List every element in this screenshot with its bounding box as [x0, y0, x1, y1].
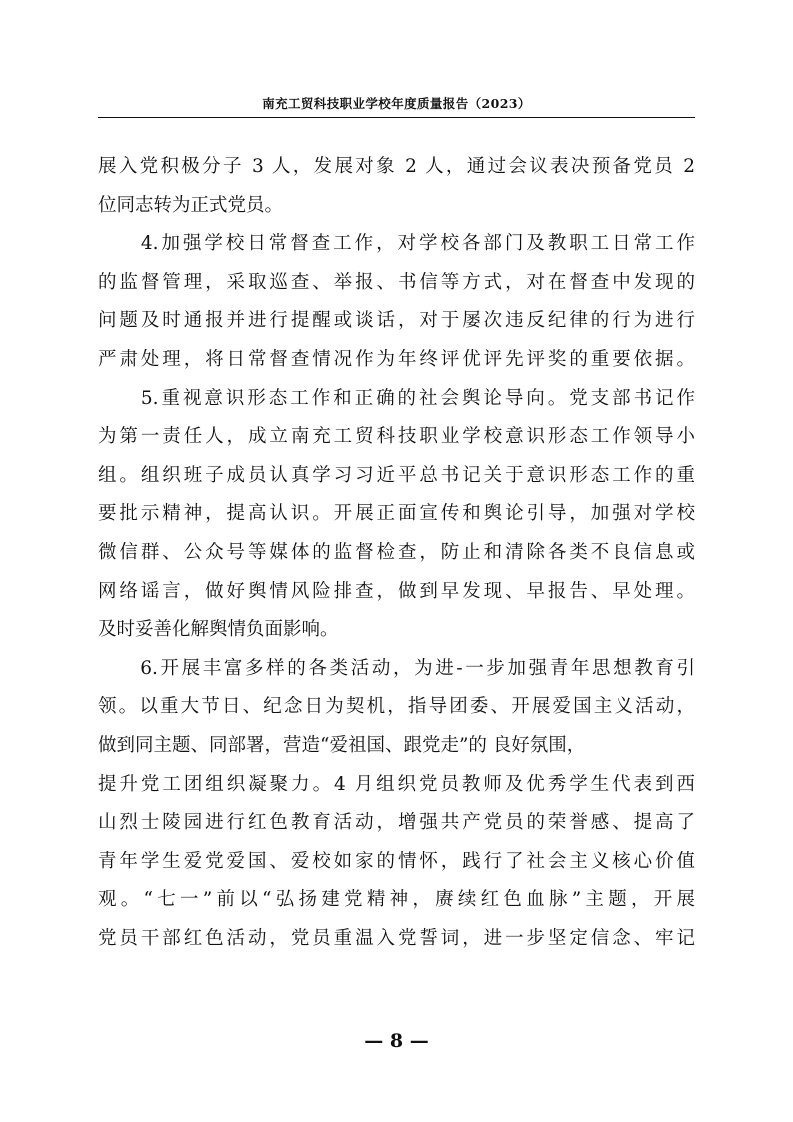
text-line: 展入党积极分子 3 人，发展对象 2 人，通过会议表决预备党员 2	[98, 156, 695, 177]
text-line: 做到同主题、同部署，营造“爱祖国、跟党走”的 良好氛围，	[98, 734, 586, 756]
text-line: 严肃处理，将日常督查情况作为年终评优评先评奖的重要依据。	[98, 348, 695, 370]
text-line: 问题及时通报并进行提醒或谈话，对于屡次违反纪律的行为进行	[98, 310, 695, 332]
text-line: 4.加强学校日常督查工作，对学校各部门及教职工日常工作	[98, 233, 695, 255]
text-line: 网络谣言，做好舆情风险排查，做到早发现、早报告、早处理。	[98, 580, 695, 602]
text-line: 的监督管理，采取巡查、举报、书信等方式，对在督查中发现的	[98, 271, 695, 293]
report-header-title: 南充工贸科技职业学校年度质量报告（2023）	[262, 96, 531, 111]
text-line: 山烈士陵园进行红色教育活动，增强共产党员的荣誉感、提高了	[98, 812, 695, 834]
text-line: 及时妥善化解舆情负面影响。	[98, 619, 339, 641]
body-text	[98, 148, 695, 958]
text-line: 青年学生爱党爱国、爱校如家的情怀，践行了社会主义核心价值	[98, 850, 695, 872]
text-line: 位同志转为正式党员。	[98, 194, 284, 216]
text-line: 领。以重大节日、纪念日为契机，指导团委、开展爱国主义活动，	[98, 696, 695, 718]
text-line: 提升党工团组织凝聚力。4 月组织党员教师及优秀学生代表到西	[98, 773, 695, 795]
text-line: 观。“七一”前以“弘扬建党精神，赓续红色血脉”主题，开展	[98, 889, 695, 911]
header-divider	[98, 117, 695, 118]
text-line: 6.开展丰富多样的各类活动，为进-一步加强青年思想教育引	[98, 657, 695, 679]
text-line: 微信群、公众号等媒体的监督检查，防止和清除各类不良信息或	[98, 541, 695, 563]
text-line: 5.重视意识形态工作和正确的社会舆论导向。党支部书记作	[98, 387, 695, 409]
text-line: 要批示精神，提高认识。开展正面宣传和舆论引导，加强对学校	[98, 503, 695, 525]
text-line: 组。组织班子成员认真学习习近平总书记关于意识形态工作的重	[98, 464, 695, 486]
text-line: 为第一责任人，成立南充工贸科技职业学校意识形态工作领导小	[98, 426, 695, 448]
text-line: 党员干部红色活动，党员重温入党誓词，进一步坚定信念、牢记	[98, 927, 695, 949]
page-number: — 8 —	[364, 1030, 429, 1052]
